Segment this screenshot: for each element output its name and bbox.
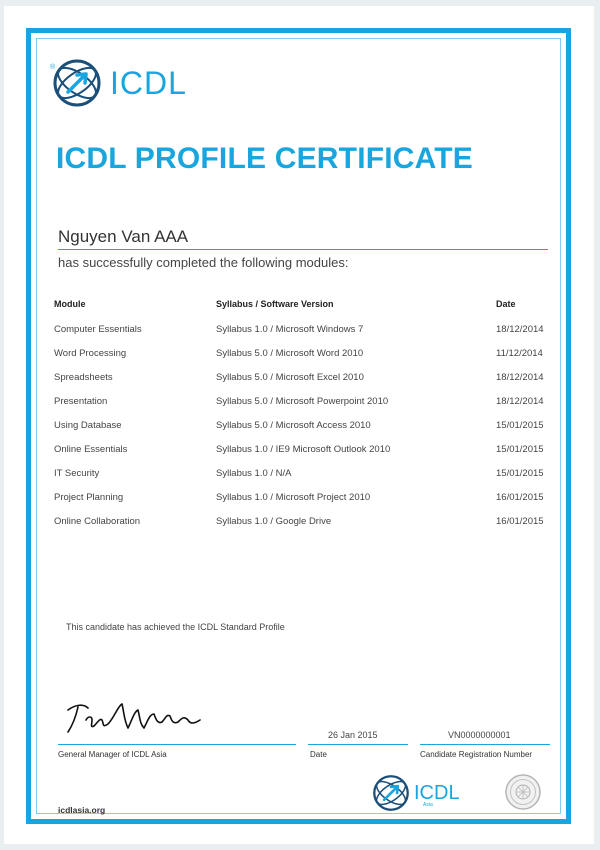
table-row	[4, 348, 600, 362]
certificate-page	[4, 6, 594, 844]
module-name: Spreadsheets	[54, 372, 113, 383]
module-name: Presentation	[54, 396, 108, 407]
registration-number-value: VN0000000001	[448, 730, 511, 740]
icdl-logo	[52, 58, 187, 108]
module-name: Online Essentials	[54, 444, 128, 455]
footer-logo-text: ICDL	[414, 781, 460, 804]
table-row	[4, 372, 600, 386]
registration-line	[420, 744, 550, 745]
module-name: Word Processing	[54, 348, 127, 359]
module-date: 15/01/2015	[496, 420, 544, 431]
module-date: 11/12/2014	[496, 348, 543, 359]
module-date: 18/12/2014	[496, 396, 544, 407]
table-row	[4, 516, 600, 530]
candidate-name: Nguyen Van AAA	[58, 227, 189, 246]
module-syllabus: Syllabus 1.0 / Microsoft Project 2010	[216, 492, 371, 503]
icdl-globe-icon	[372, 774, 410, 812]
module-date: 15/01/2015	[496, 444, 544, 455]
table-row	[4, 324, 600, 338]
module-name: Online Collaboration	[54, 516, 141, 527]
signature-line	[58, 744, 296, 745]
module-date: 15/01/2015	[496, 468, 544, 479]
module-date: 18/12/2014	[496, 324, 544, 335]
table-row	[4, 396, 600, 410]
module-date: 18/12/2014	[496, 372, 544, 383]
module-syllabus: Syllabus 5.0 / Microsoft Access 2010	[216, 420, 371, 431]
footer-logo-sub: Asia	[423, 802, 433, 808]
table-row	[4, 468, 600, 482]
column-header-syllabus: Syllabus / Software Version	[216, 299, 334, 309]
module-name: Computer Essentials	[54, 324, 142, 335]
date-line	[308, 744, 408, 745]
footer-icdl-logo	[372, 774, 460, 812]
achievement-statement: This candidate has achieved the ICDL Standard Profile	[66, 622, 285, 632]
manager-signature	[62, 698, 212, 736]
module-date: 16/01/2015	[496, 492, 544, 503]
module-syllabus: Syllabus 5.0 / Microsoft Powerpoint 2010	[216, 396, 389, 407]
logo-text: ICDL	[110, 64, 187, 101]
module-syllabus: Syllabus 5.0 / Microsoft Word 2010	[216, 348, 364, 359]
module-date: 16/01/2015	[496, 516, 544, 527]
module-syllabus: Syllabus 1.0 / N/A	[216, 468, 292, 479]
module-syllabus: Syllabus 1.0 / Microsoft Windows 7	[216, 324, 364, 335]
name-underline	[58, 249, 548, 250]
module-syllabus: Syllabus 1.0 / Google Drive	[216, 516, 332, 527]
seal-emblem-icon	[504, 773, 542, 811]
icdl-globe-icon	[52, 58, 102, 108]
module-name: Using Database	[54, 420, 122, 431]
website-url: icdlasia.org	[58, 805, 106, 815]
module-name: Project Planning	[54, 492, 124, 503]
column-header-date: Date	[496, 299, 516, 309]
registered-mark: ®	[50, 64, 56, 71]
table-row	[4, 420, 600, 434]
module-name: IT Security	[54, 468, 100, 479]
certificate-title: ICDL PROFILE CERTIFICATE	[56, 142, 474, 175]
table-row	[4, 444, 600, 458]
signature-caption: General Manager of ICDL Asia	[58, 750, 167, 759]
issue-date-value: 26 Jan 2015	[328, 730, 378, 740]
module-syllabus: Syllabus 5.0 / Microsoft Excel 2010	[216, 372, 364, 383]
completion-statement: has successfully completed the following modules:	[58, 255, 349, 270]
column-header-module: Module	[54, 299, 86, 309]
table-row	[4, 492, 600, 506]
date-caption: Date	[310, 750, 327, 759]
module-syllabus: Syllabus 1.0 / IE9 Microsoft Outlook 2010	[216, 444, 391, 455]
registration-caption: Candidate Registration Number	[420, 750, 533, 759]
